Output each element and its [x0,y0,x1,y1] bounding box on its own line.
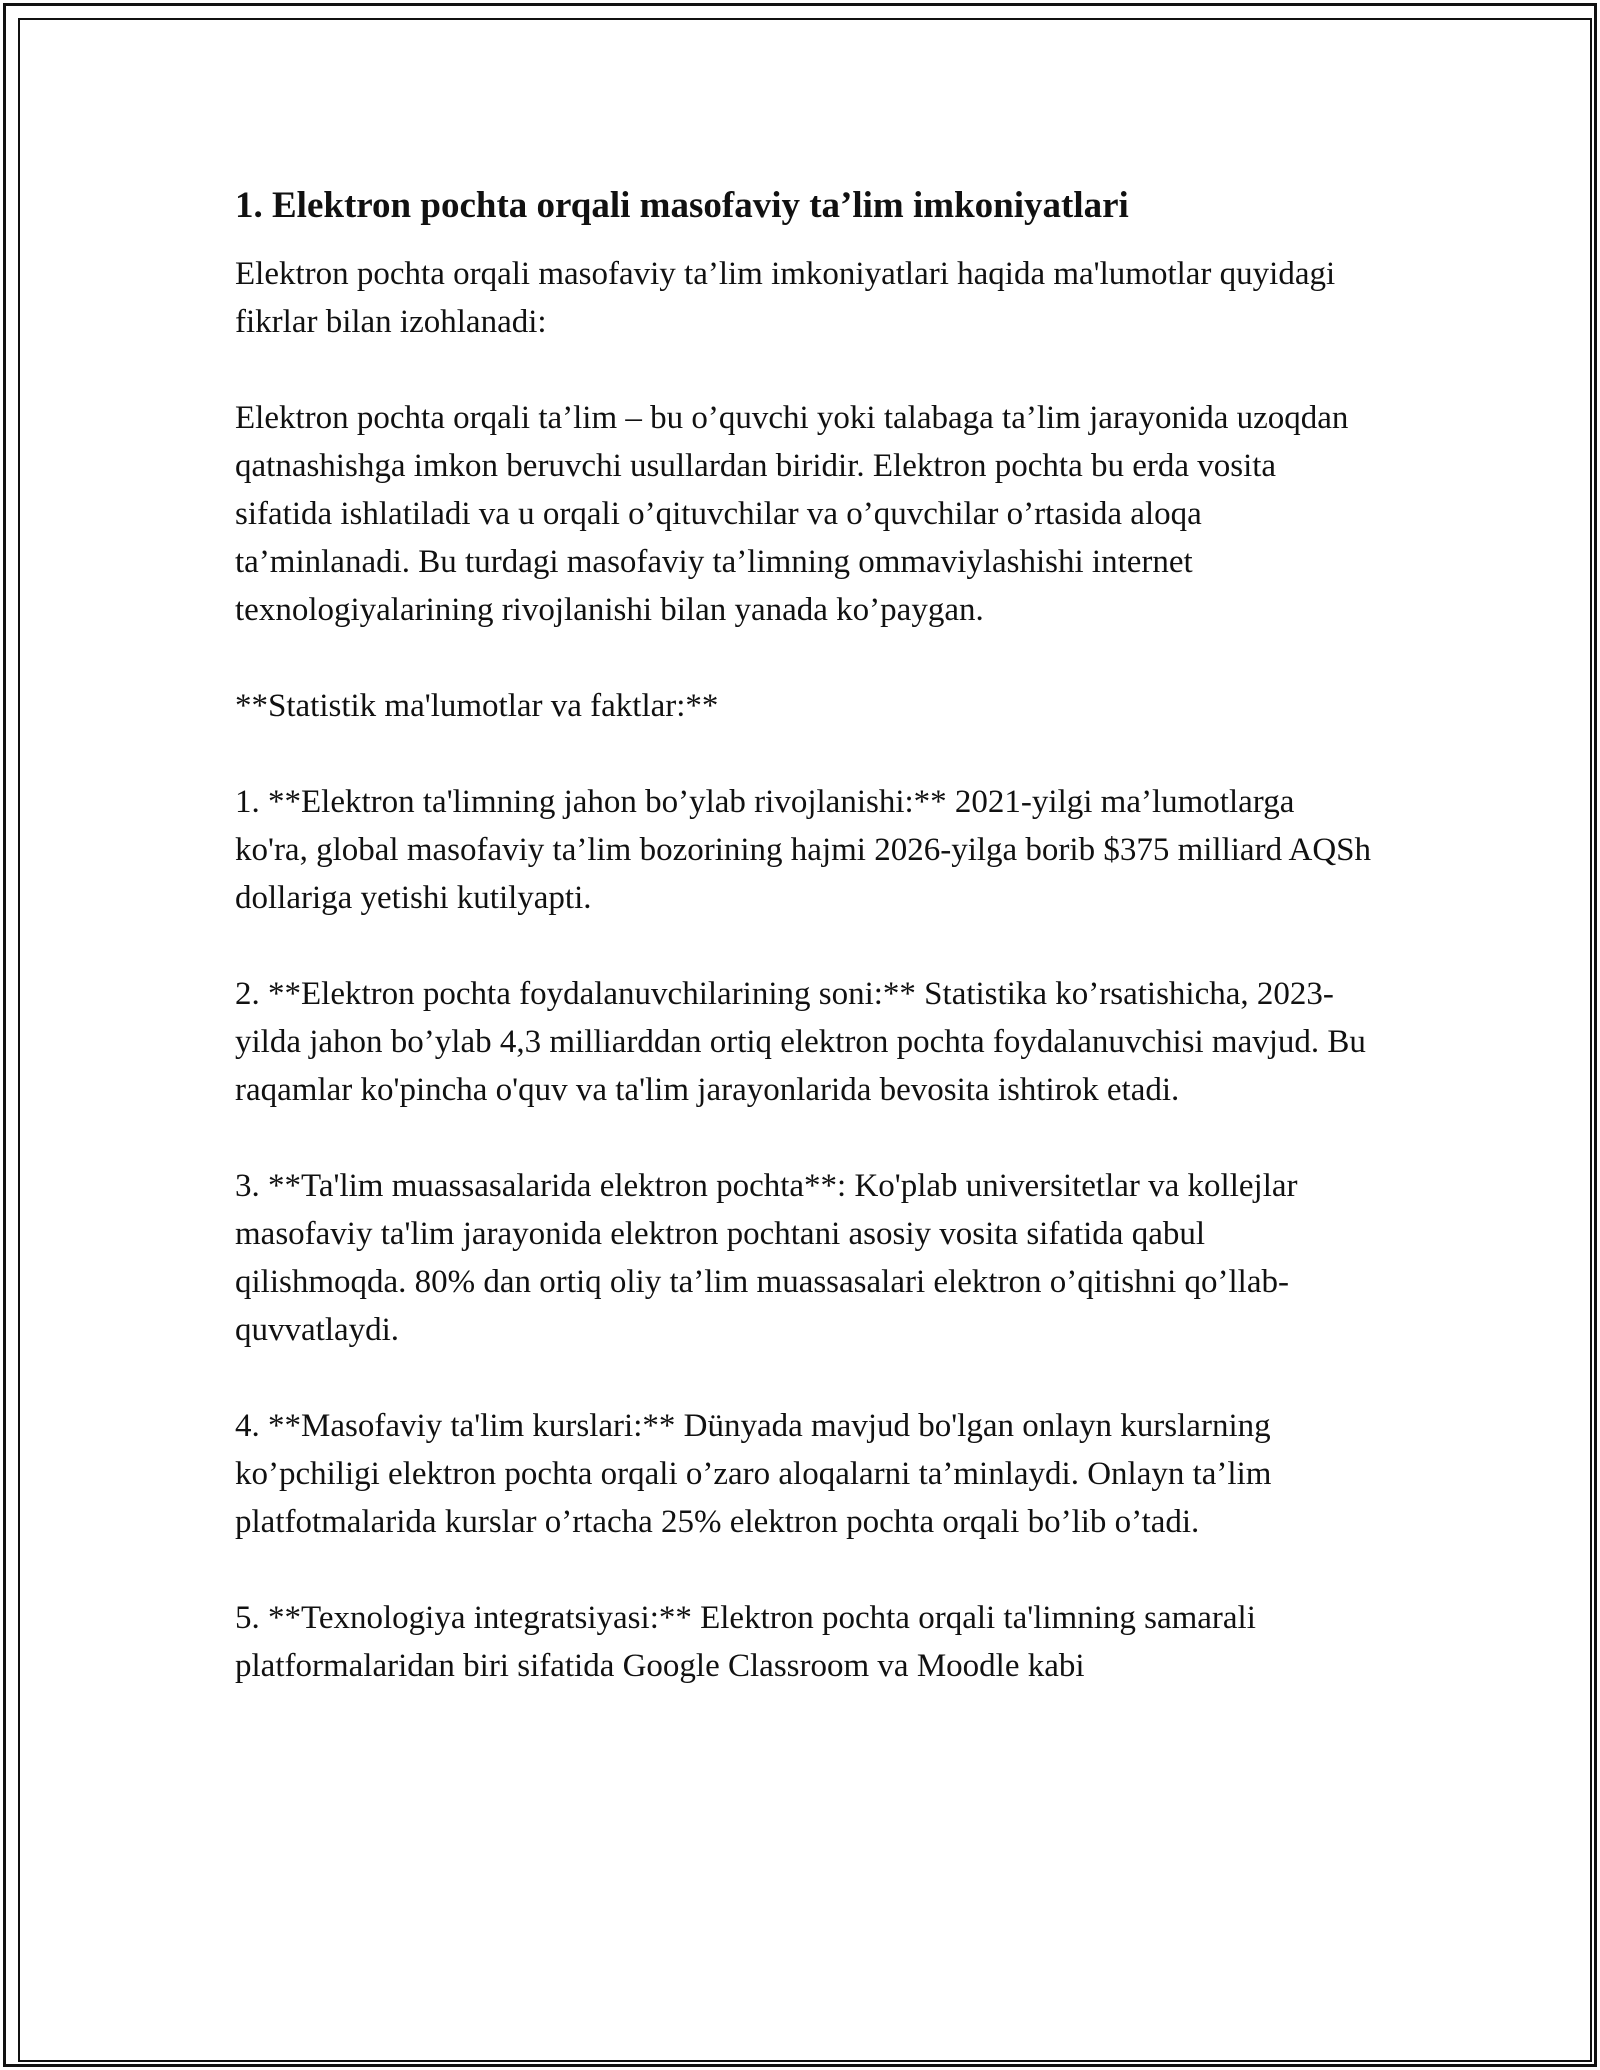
fact-paragraph-1: 1. **Elektron ta'limning jahon bo’ylab rivojlanishi:** 2021-yilgi ma’lumotlarga ko'ra, global masofaviy ta’lim bozorining hajmi 2026-yilga borib $375 milliard AQSh dollariga yetishi kutilyapti. [235,784,1372,916]
intro-paragraph: Elektron pochta orqali masofaviy ta’lim imkoniyatlari haqida ma'lumotlar quyidagi fikrlar bilan izohlanadi: [235,256,1336,340]
definition-paragraph: Elektron pochta orqali ta’lim – bu o’quvchi yoki talabaga ta’lim jarayonida uzoqdan qatnashishga imkon beruvchi usullardan biridir. Elektron pochta bu erda vosita sifatida ishlatiladi va u orqali o’qituvchilar va o’quvchilar o’rtasida aloqa ta’minlanadi. Bu turdagi masofaviy ta’limning ommaviylashishi internet texnologiyalarining rivojlanishi bilan yanada ko’paygan. [235,400,1349,628]
document-body [235,182,1375,1738]
statistics-heading-paragraph: **Statistik ma'lumotlar va faktlar:** [235,688,719,724]
section-heading: 1. Elektron pochta orqali masofaviy ta’lim imkoniyatlari [235,185,1129,226]
fact-paragraph-5: 5. **Texnologiya integratsiyasi:** Elektron pochta orqali ta'limning samarali platformalaridan biri sifatida Google Classroom va Moodle kabi [235,1600,1256,1684]
fact-paragraph-2: 2. **Elektron pochta foydalanuvchilarining soni:** Statistika ko’rsatishicha, 2023-yilda jahon bo’ylab 4,3 milliarddan ortiq elektron pochta foydalanuvchisi mavjud. Bu raqamlar ko'pincha o'quv va ta'lim jarayonlarida bevosita ishtirok etadi. [235,976,1366,1108]
fact-paragraph-4: 4. **Masofaviy ta'lim kurslari:** Dünyada mavjud bo'lgan onlayn kurslarning ko’pchiligi elektron pochta orqali o’zaro aloqalarni ta’minlaydi. Onlayn ta’lim platfotmalarida kurslar o’rtacha 25% elektron pochta orqali bo’lib o’tadi. [235,1408,1272,1540]
fact-paragraph-3: 3. **Ta'lim muassasalarida elektron pochta**: Ko'plab universitetlar va kollejlar masofaviy ta'lim jarayonida elektron pochtani asosiy vosita sifatida qabul qilishmoqda. 80% dan ortiq oliy ta’lim muassasalari elektron o’qitishni qo’llab-quvvatlaydi. [235,1168,1298,1348]
